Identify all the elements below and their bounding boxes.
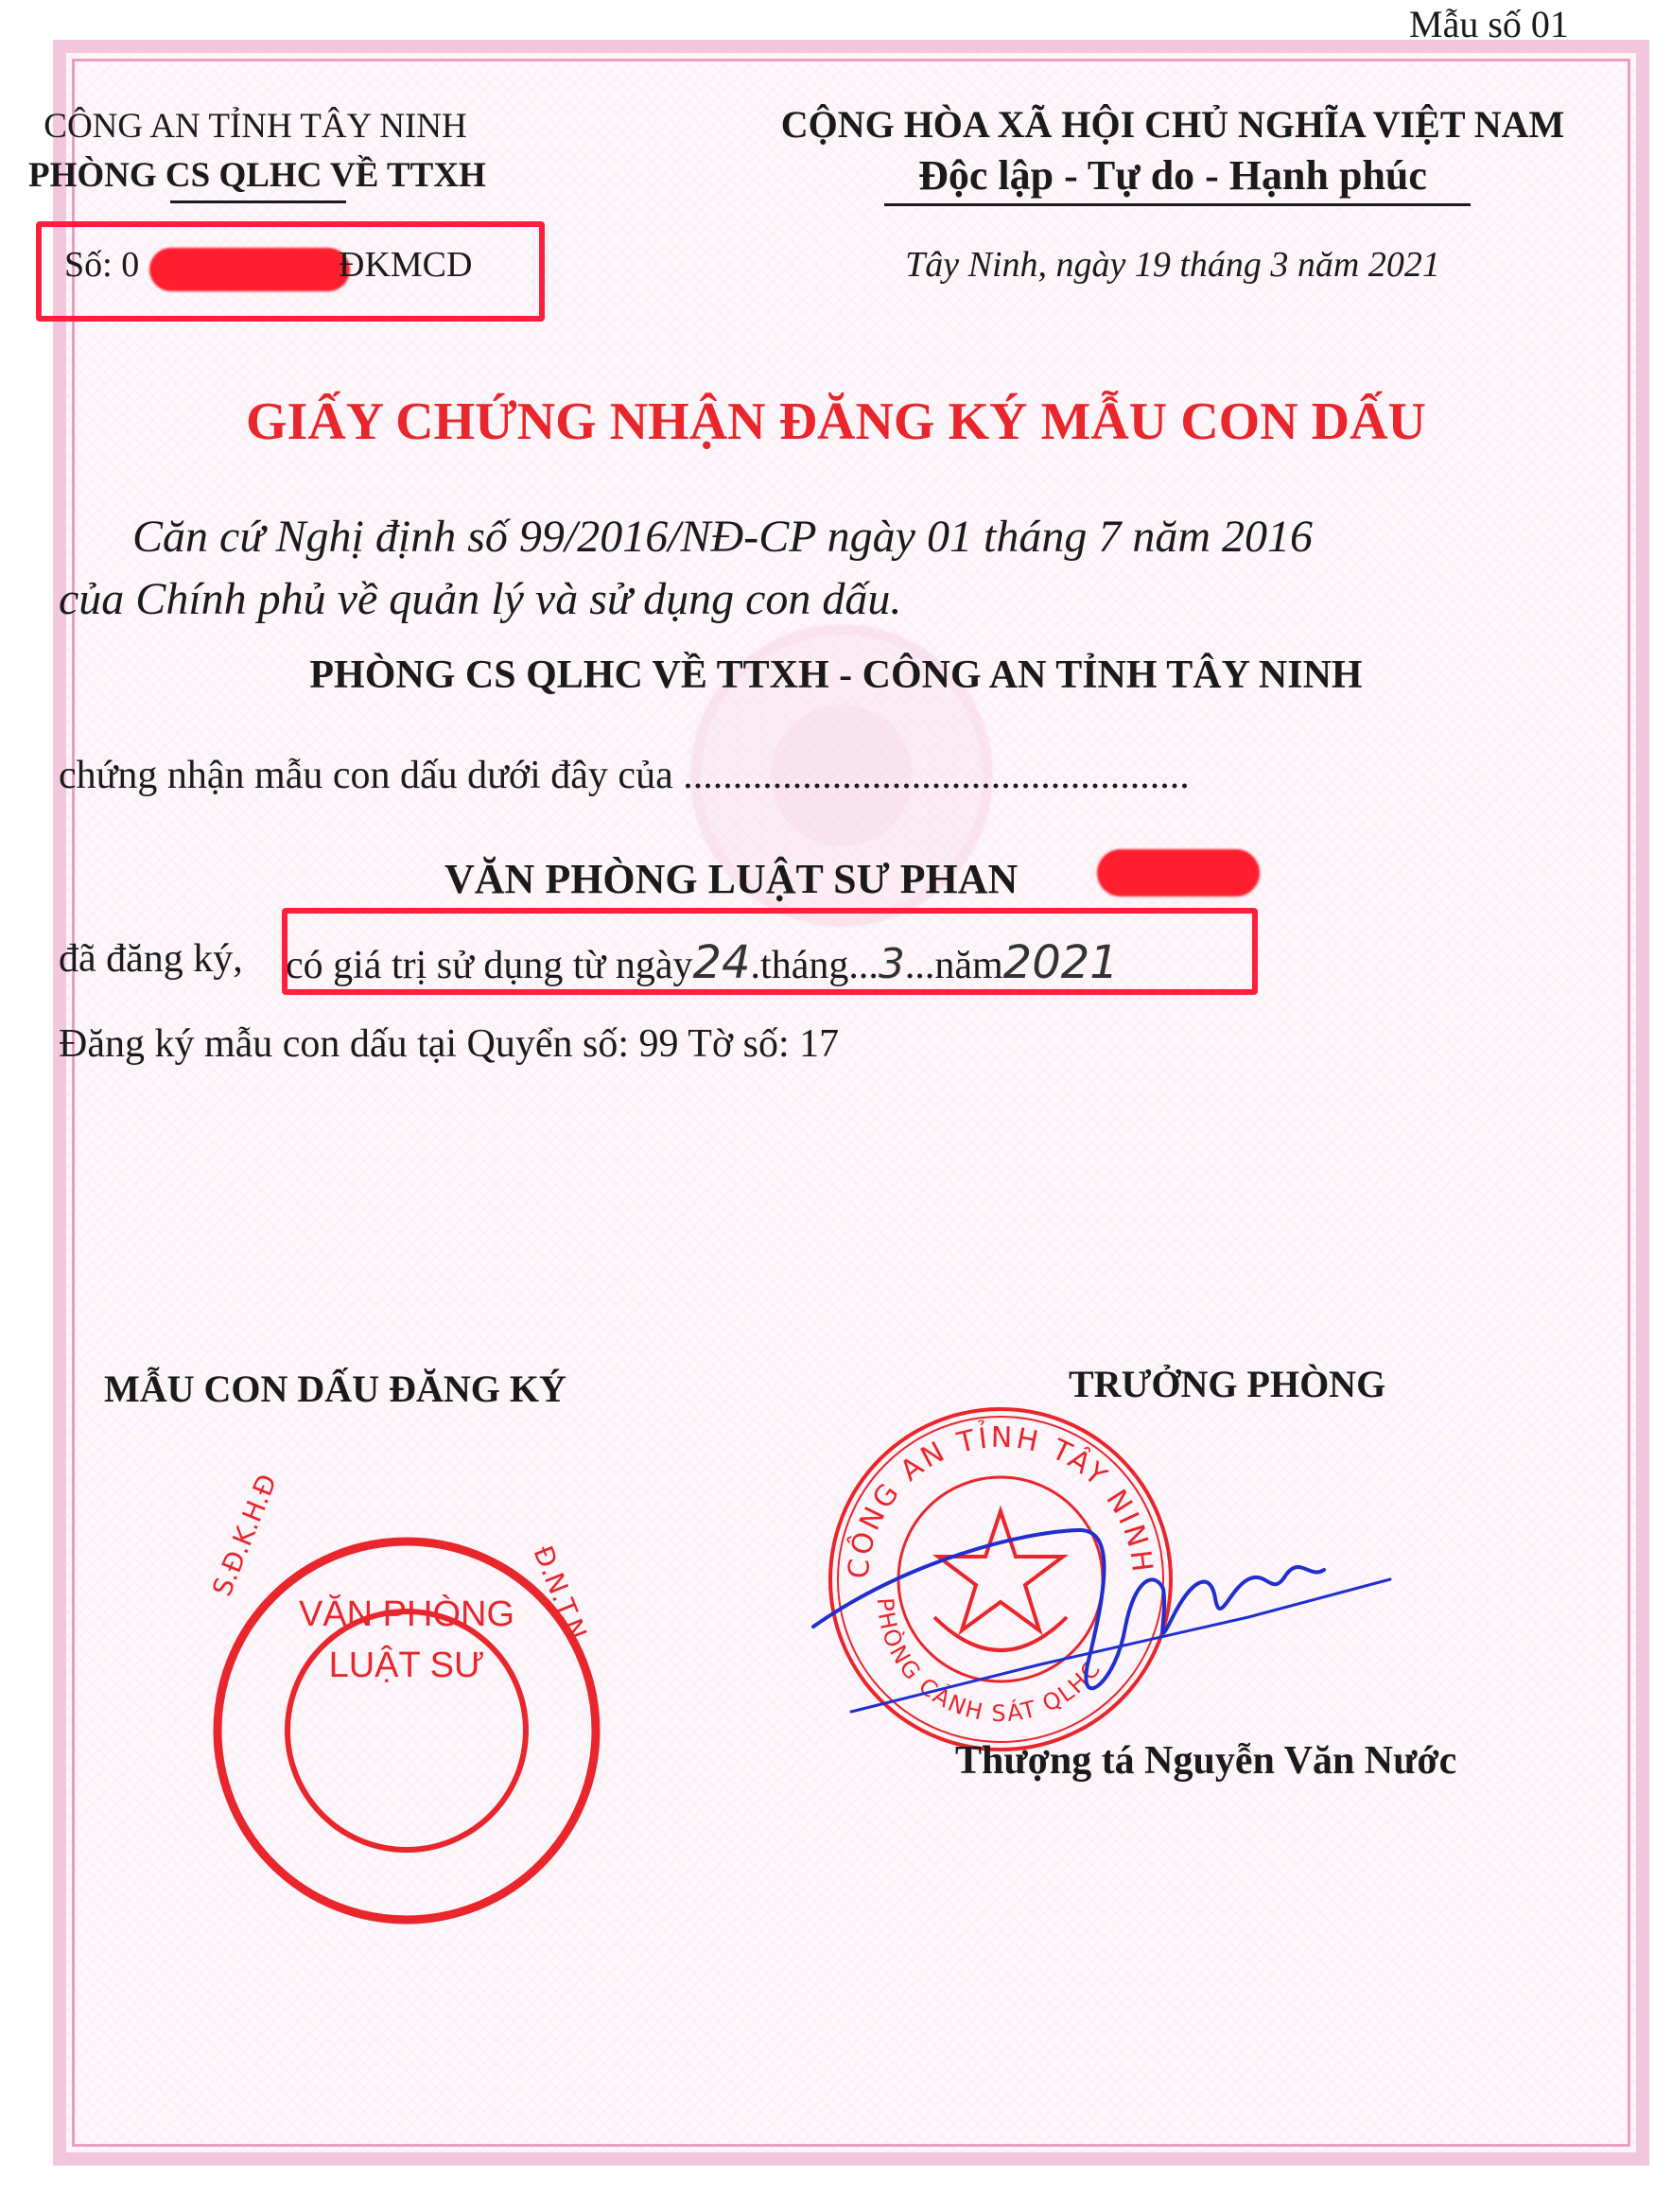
signer-name: Thượng tá Nguyễn Văn Nước [955,1739,1457,1783]
document-title: GIẤY CHỨNG NHẬN ĐĂNG KÝ MẪU CON DẤU [246,392,1426,451]
validity-from-label: có giá trị sử dụng từ ngày [286,944,693,987]
organization-name: VĂN PHÒNG LUẬT SƯ PHAN [444,856,1019,902]
national-motto: Độc lập - Tự do - Hạnh phúc [918,152,1427,199]
signature [794,1475,1400,1740]
country-name: CỘNG HÒA XÃ HỘI CHỦ NGHĨA VIỆT NAM [780,103,1565,146]
seal-ring-left: S.Đ.K.H.Đ [206,1470,284,1601]
seal-section-label: MẪU CON DẤU ĐĂNG KÝ [104,1367,566,1410]
registered-seal [189,1470,624,1702]
validity-month: 3 [878,940,905,988]
seal-ring-right: Đ.N.T.N [527,1541,593,1645]
date-place: Tây Ninh, ngày 19 tháng 3 năm 2021 [905,245,1440,285]
validity-day: 24 [692,936,751,989]
seal-line2: LUẬT SƯ [328,1646,485,1685]
legal-basis-line2: của Chính phủ về quản lý và sử dụng con dấu. [59,574,902,624]
issuer-underline [170,200,346,203]
validity-year: 2021 [1002,936,1119,989]
legal-basis-line1: Căn cứ Nghị định số 99/2016/NĐ-CP ngày 01 tháng 7 năm 2016 [132,512,1313,562]
redaction-organization [1097,849,1260,897]
stamp-ring-text: CÔNG AN TỈNH TÂY NINH [842,1420,1159,1580]
form-number: Mẫu số 01 [1409,3,1569,45]
document-number-prefix: Số: 0 [64,245,140,285]
signer-title: TRƯỞNG PHÒNG [1069,1363,1386,1405]
issuing-body: PHÒNG CS QLHC VỀ TTXH - CÔNG AN TỈNH TÂY NINH [309,653,1363,697]
certify-line: chứng nhận mẫu con dấu dưới đây của ................................................... [59,754,1190,797]
stamp-bottom-text: PHÒNG CẢNH SÁT QLHC [871,1596,1107,1728]
registry-line: Đăng ký mẫu con dấu tại Quyển số: 99 Tờ số: 17 [59,1022,840,1066]
document-number-suffix: ĐKMCD [339,245,473,285]
validity-prefix: đã đăng ký, [59,937,243,981]
annotation-box-validity [282,908,1258,995]
issuer-department: PHÒNG CS QLHC VỀ TTXH [28,156,486,195]
seal-line1: VĂN PHÒNG [298,1594,515,1634]
validity-year-label: ...năm [904,944,1003,987]
decorative-inner-border [72,59,1630,2147]
issuer-agency: CÔNG AN TỈNH TÂY NINH [44,107,467,146]
annotation-box-number [36,221,545,322]
motto-underline [884,203,1471,206]
validity-month-label: .tháng... [750,944,879,987]
